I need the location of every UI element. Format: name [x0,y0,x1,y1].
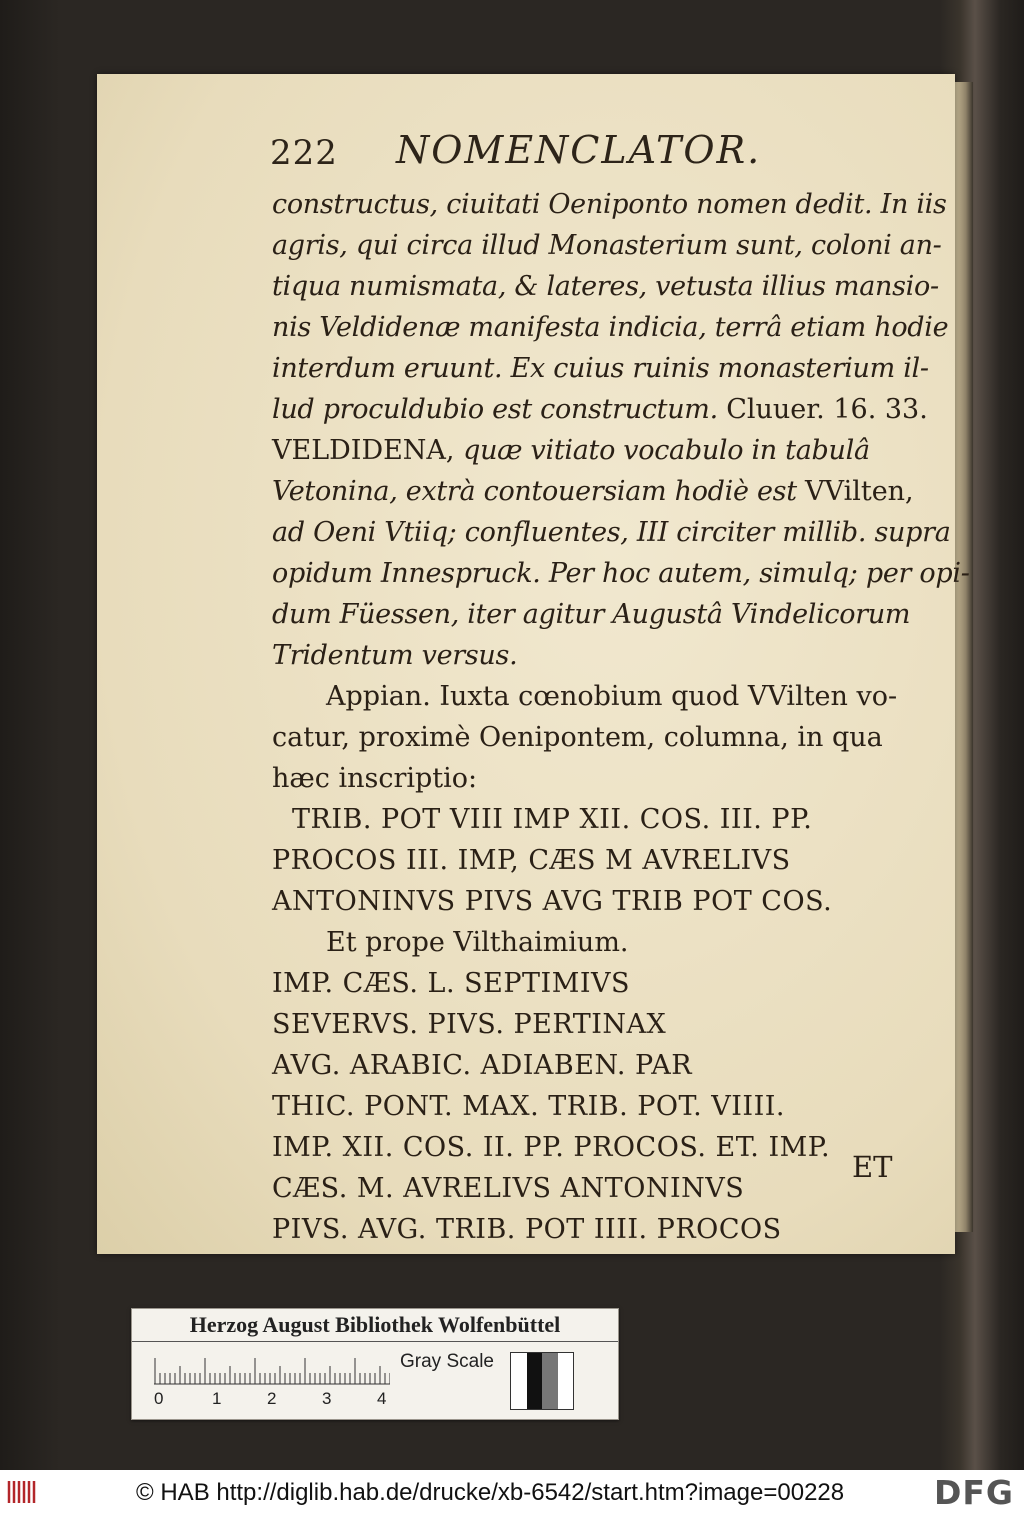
text-line [272,553,970,594]
text-segment: hæc inscriptio: [272,763,478,794]
text-line [272,266,939,307]
text-segment: Cluuer. 16. 33. [726,394,928,425]
text-segment: Et prope Vilthaimium. [326,927,629,958]
text-segment: quæ vitiato vocabulo in tabulâ [463,435,870,466]
text-segment: AVG. ARABIC. ADIABEN. PAR [272,1050,693,1081]
ruler-number: 1 [212,1389,222,1408]
catchword: ET [852,1150,893,1184]
ruler-scale [154,1355,390,1385]
page-number: 222 [270,133,338,173]
text-segment: ad Oeni Vtiiq; confluentes, III circiter millib. supra [272,517,951,548]
text-line [272,1127,912,1168]
text-segment: ANTONINVS PIVS AVG TRIB POT COS. [272,886,833,917]
library-name: Herzog August Bibliothek Wolfenbüttel [132,1309,618,1342]
ruler-number: 0 [154,1389,164,1408]
text-line [272,348,929,389]
gray-scale-patches [510,1352,574,1410]
text-segment: constructus, ciuitati Oeniponto nomen dedit. In iis [272,189,947,220]
text-line [272,840,912,881]
text-line [272,1209,912,1250]
gray-scale-label: Gray Scale [400,1351,494,1372]
text-segment: IMP. CÆS. L. SEPTIMIVS [272,968,631,999]
hab-logo-icon [6,1477,40,1507]
dfg-logo: DFG [934,1473,1015,1512]
text-line [272,1004,912,1045]
text-line [272,758,912,799]
ruler-number: 3 [322,1389,332,1408]
text-line [272,922,912,963]
text-segment: nis Veldidenæ manifesta indicia, terrâ etiam hodie [272,312,949,343]
text-line [272,512,951,553]
text-line [272,635,912,676]
text-segment: PIVS. AVG. TRIB. POT IIII. PROCOS [272,1214,782,1245]
color-target-card [131,1308,619,1420]
text-line [272,307,949,348]
text-line [272,1086,912,1127]
source-url: © HAB http://diglib.hab.de/drucke/xb-6542/start.htm?image=00228 [136,1479,845,1506]
ruler-number: 4 [377,1389,387,1408]
text-segment: Vetonina, extrà contouersiam hodiè est [272,476,806,507]
text-segment: SEVERVS. PIVS. PERTINAX [272,1009,667,1040]
text-line [272,184,947,225]
footer-bar [0,1470,1024,1514]
text-line [272,1168,912,1209]
text-segment: PROCOS III. IMP, CÆS M AVRELIVS [272,845,791,876]
text-line [272,881,912,922]
text-segment: VELDIDENA, [272,435,464,466]
text-segment: interdum eruunt. Ex cuius ruinis monasterium il- [272,353,929,384]
text-segment: CÆS. M. AVRELIVS ANTONINVS [272,1173,745,1204]
page-text [272,184,970,1250]
ruler-number: 2 [267,1389,277,1408]
text-segment: agris, qui circa illud Monasterium sunt, coloni an- [272,230,942,261]
text-segment: dum Füessen, iter agitur Augustâ Vindelicorum [272,599,911,630]
text-line [272,389,928,430]
text-segment: opidum Innespruck. Per hoc autem, simulq; per opi- [272,558,970,589]
text-line [272,1045,912,1086]
text-segment: lud proculdubio est constructum. [272,394,727,425]
text-line [272,594,912,635]
text-segment: IMP. XII. COS. II. PP. PROCOS. ET. IMP. [272,1132,831,1163]
text-line [272,225,942,266]
running-head: NOMENCLATOR. [396,128,762,172]
text-segment: tiqua numismata, & lateres, vetusta illius mansio- [272,271,939,302]
text-line [272,430,912,471]
text-line [272,471,912,512]
text-line [272,676,912,717]
text-line [272,717,912,758]
text-line [272,799,912,840]
text-segment: TRIB. POT VIII IMP XII. COS. III. PP. [292,804,813,835]
text-segment: catur, proximè Oenipontem, columna, in qua [272,722,883,753]
text-segment: THIC. PONT. MAX. TRIB. POT. VIIII. [272,1091,786,1122]
text-segment: Appian. Iuxta cœnobium quod VVilten vo- [326,681,898,712]
text-segment: VVilten, [805,476,914,507]
text-line [272,963,912,1004]
page-edge [955,82,973,1232]
text-segment: Tridentum versus. [272,640,518,671]
